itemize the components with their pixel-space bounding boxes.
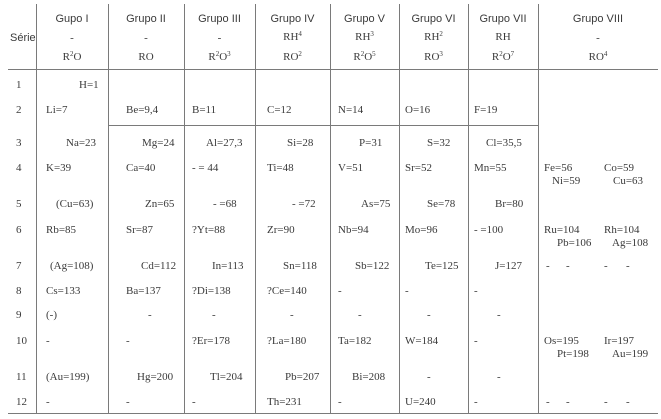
hydride-formula-4: $RH^4$ xyxy=(283,30,302,43)
element-cell: Zn=65 xyxy=(145,198,175,210)
element-cell: Co=59 xyxy=(604,162,635,174)
element-cell: Nb=94 xyxy=(338,224,369,236)
element-cell: Si=28 xyxy=(287,137,314,149)
group-header-1: Gupo I xyxy=(55,13,89,25)
grid-line xyxy=(399,4,400,413)
hydride-formula-7: RH xyxy=(495,31,511,43)
element-cell: - =72 xyxy=(292,198,316,210)
oxide-formula-3: $R^2O^3$ xyxy=(208,50,231,63)
element-cell: In=113 xyxy=(212,260,244,272)
grid-line xyxy=(468,4,469,413)
grid-line xyxy=(538,4,539,413)
element-cell: - xyxy=(427,371,431,383)
element-cell: B=11 xyxy=(192,104,217,116)
header-separator xyxy=(8,69,658,70)
oxide-formula-4: $RO^2$ xyxy=(283,50,302,63)
series-number: 9 xyxy=(16,309,22,321)
element-cell: Au=199 xyxy=(612,348,649,360)
series-number: 3 xyxy=(16,137,22,149)
element-cell: - xyxy=(546,260,550,272)
element-cell: P=31 xyxy=(359,137,383,149)
element-cell: (-) xyxy=(46,309,57,321)
grid-line xyxy=(36,4,37,413)
element-cell: Cl=35,5 xyxy=(486,137,522,149)
element-cell: Sb=122 xyxy=(355,260,390,272)
element-cell: - xyxy=(427,309,431,321)
element-cell: - xyxy=(604,396,608,408)
series-number: 6 xyxy=(16,224,22,236)
element-cell: - xyxy=(126,396,130,408)
element-cell: - xyxy=(212,309,216,321)
element-cell: - xyxy=(358,309,362,321)
element-cell: Cu=63 xyxy=(613,175,644,187)
element-cell: (Au=199) xyxy=(46,371,90,383)
series-number: 7 xyxy=(16,260,22,272)
element-cell: Ir=197 xyxy=(604,335,635,347)
element-cell: O=16 xyxy=(405,104,431,116)
element-cell: Sr=52 xyxy=(405,162,432,174)
oxide-formula-8: $RO^4$ xyxy=(588,50,608,63)
element-cell: Te=125 xyxy=(425,260,459,272)
element-cell: - xyxy=(474,285,478,297)
element-cell: Ru=104 xyxy=(544,224,580,236)
element-cell: Be=9,4 xyxy=(126,104,159,116)
hydride-formula-6: $RH^2$ xyxy=(424,30,443,43)
element-cell: Pb=106 xyxy=(557,237,592,249)
element-cell: - xyxy=(604,260,608,272)
group-header-6: Grupo VI xyxy=(411,13,456,25)
oxide-formula-6: $RO^3$ xyxy=(424,50,443,63)
series-number: 5 xyxy=(16,198,22,210)
element-cell: - xyxy=(338,396,342,408)
element-cell: Ni=59 xyxy=(552,175,581,187)
element-cell: K=39 xyxy=(46,162,72,174)
element-cell: As=75 xyxy=(361,198,391,210)
element-cell: - xyxy=(474,335,478,347)
element-cell: Ti=48 xyxy=(267,162,294,174)
element-cell: Zr=90 xyxy=(267,224,295,236)
oxide-formula-1: $R^2O$ xyxy=(62,50,82,63)
header-dash: - xyxy=(70,32,74,44)
element-cell: Ag=108 xyxy=(612,237,649,249)
element-cell: Th=231 xyxy=(267,396,302,408)
element-cell: - xyxy=(46,396,50,408)
element-cell: Mo=96 xyxy=(405,224,438,236)
grid-line xyxy=(255,4,256,413)
element-cell: - = 44 xyxy=(192,162,219,174)
element-cell: ?Er=178 xyxy=(192,335,230,347)
group-header-3: Grupo III xyxy=(198,13,241,25)
element-cell: - xyxy=(566,396,570,408)
element-cell: N=14 xyxy=(338,104,364,116)
element-cell: Rh=104 xyxy=(604,224,640,236)
element-cell: Cs=133 xyxy=(46,285,81,297)
element-cell: Ba=137 xyxy=(126,285,161,297)
element-cell: Cd=112 xyxy=(141,260,177,272)
series-number: 8 xyxy=(16,285,22,297)
element-cell: - xyxy=(126,335,130,347)
element-cell: - xyxy=(626,260,630,272)
header-dash: - xyxy=(144,32,148,44)
element-cell: Li=7 xyxy=(46,104,68,116)
oxide-formula-5: $R^2O^5$ xyxy=(353,50,376,63)
grid-line xyxy=(330,4,331,413)
element-cell: - xyxy=(148,309,152,321)
element-cell: - xyxy=(474,396,478,408)
element-cell: C=12 xyxy=(267,104,292,116)
element-cell: Os=195 xyxy=(544,335,579,347)
element-cell: ?Di=138 xyxy=(192,285,231,297)
series-number: 1 xyxy=(16,79,22,91)
element-cell: Tl=204 xyxy=(210,371,243,383)
element-cell: Pb=207 xyxy=(285,371,320,383)
element-cell: H=1 xyxy=(79,79,99,91)
element-cell: - xyxy=(192,396,196,408)
element-cell: - xyxy=(405,285,409,297)
element-cell: Mn=55 xyxy=(474,162,507,174)
element-cell: - xyxy=(626,396,630,408)
grid-line xyxy=(184,4,185,413)
element-cell: - xyxy=(566,260,570,272)
group-header-8: Grupo VIII xyxy=(572,13,624,25)
series-number: 4 xyxy=(16,162,22,174)
oxide-formula-7: $R^2O^7$ xyxy=(491,50,515,63)
element-cell: - xyxy=(338,285,342,297)
group-header-5: Grupo V xyxy=(344,13,385,25)
element-cell: Mg=24 xyxy=(142,137,175,149)
element-cell: - xyxy=(46,335,50,347)
element-cell: W=184 xyxy=(405,335,439,347)
serie-header: Série xyxy=(10,32,36,44)
table-bottom xyxy=(8,413,658,414)
element-cell: - xyxy=(290,309,294,321)
header-dash: - xyxy=(217,32,222,44)
row-separator xyxy=(108,125,538,126)
element-cell: ?Yt=88 xyxy=(192,224,226,236)
element-cell: Pt=198 xyxy=(557,348,589,360)
element-cell: (Cu=63) xyxy=(56,198,94,210)
element-cell: U=240 xyxy=(405,396,436,408)
series-number: 10 xyxy=(16,335,27,347)
element-cell: Al=27,3 xyxy=(206,137,243,149)
element-cell: - xyxy=(497,309,501,321)
element-cell: Hg=200 xyxy=(137,371,174,383)
group-header-2: Grupo II xyxy=(126,13,166,25)
element-cell: - xyxy=(497,371,501,383)
element-cell: Se=78 xyxy=(427,198,456,210)
element-cell: Ca=40 xyxy=(126,162,156,174)
element-cell: Ta=182 xyxy=(338,335,372,347)
element-cell: (Ag=108) xyxy=(50,260,94,272)
series-number: 11 xyxy=(16,371,27,383)
element-cell: - =100 xyxy=(474,224,504,236)
element-cell: ?La=180 xyxy=(267,335,307,347)
series-number: 2 xyxy=(16,104,22,116)
element-cell: V=51 xyxy=(338,162,364,174)
element-cell: S=32 xyxy=(427,137,451,149)
element-cell: Bi=208 xyxy=(352,371,386,383)
header-dash: - xyxy=(596,32,600,44)
element-cell: - xyxy=(546,396,550,408)
element-cell: Sr=87 xyxy=(126,224,153,236)
group-header-4: Grupo IV xyxy=(270,13,315,25)
element-cell: ?Ce=140 xyxy=(267,285,307,297)
element-cell: Br=80 xyxy=(495,198,524,210)
element-cell: - =68 xyxy=(213,198,237,210)
group-header-7: Grupo VII xyxy=(479,13,527,25)
element-cell: J=127 xyxy=(495,260,522,272)
element-cell: Sn=118 xyxy=(283,260,317,272)
element-cell: Rb=85 xyxy=(46,224,77,236)
hydride-formula-5: $RH^3$ xyxy=(355,30,374,43)
grid-line xyxy=(108,4,109,413)
oxide-formula-2: RO xyxy=(138,51,154,63)
element-cell: F=19 xyxy=(474,104,498,116)
series-number: 12 xyxy=(16,396,27,408)
element-cell: Fe=56 xyxy=(544,162,573,174)
element-cell: Na=23 xyxy=(66,137,97,149)
